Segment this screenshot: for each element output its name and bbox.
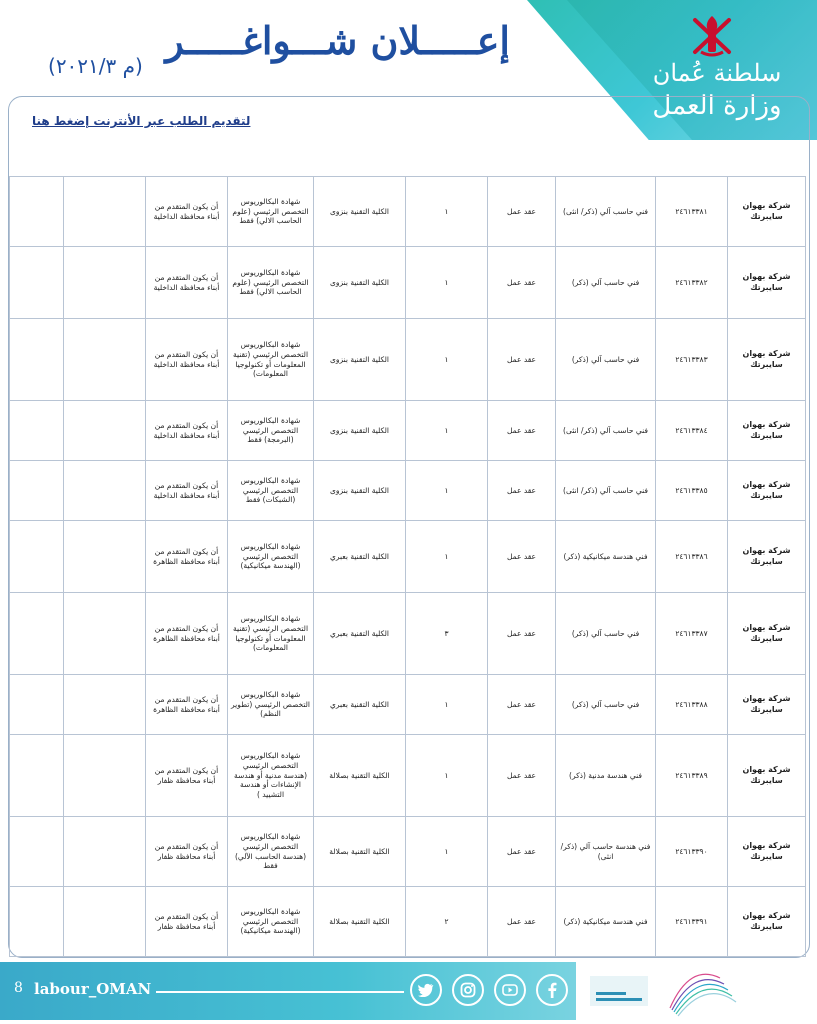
cell-location: الكلية التقنية بعبري (314, 521, 406, 593)
cell-condition: أن يكون المتقدم من أبناء محافظة الداخلية (146, 177, 228, 247)
cell-job: فني حاسب آلي (ذكر) (556, 675, 656, 735)
cell-code: ٢٤٦١٣٣٩٠ (656, 817, 728, 887)
cell-qualification: شهادة البكالوريوس التخصص الرئيسي (الهندسة ميكانيكية) (228, 521, 314, 593)
table-row (10, 817, 806, 887)
cell-company: شركة بهوان سايبرتك (728, 521, 806, 593)
announcement-date: (م ٢٠٢١/٣) (48, 54, 143, 78)
empty-cell (64, 177, 146, 247)
page-footer (0, 958, 817, 1024)
cell-location: الكلية التقنية بنزوى (314, 247, 406, 319)
cell-code: ٢٤٦١٣٣٩١ (656, 887, 728, 957)
table-row (10, 247, 806, 319)
cell-company: شركة بهوان سايبرتك (728, 593, 806, 675)
empty-cell (10, 593, 64, 675)
cell-job: فني هندسة حاسب آلي (ذكر/انثى) (556, 817, 656, 887)
cell-count: ١ (406, 521, 488, 593)
empty-cell (64, 593, 146, 675)
cell-location: الكلية التقنية بنزوى (314, 461, 406, 521)
cell-contract: عقد عمل (488, 817, 556, 887)
empty-cell (64, 675, 146, 735)
cell-contract: عقد عمل (488, 461, 556, 521)
cell-code: ٢٤٦١٣٣٨٧ (656, 593, 728, 675)
page-number: 8 (14, 980, 23, 996)
cell-count: ٣ (406, 593, 488, 675)
cell-qualification: شهادة البكالوريوس التخصص الرئيسي (هندسة الحاسب الآلي) فقط (228, 817, 314, 887)
cell-count: ١ (406, 735, 488, 817)
instagram-icon[interactable] (452, 974, 484, 1006)
cell-qualification: شهادة البكالوريوس التخصص الرئيسي (تطوير النظم) (228, 675, 314, 735)
cell-contract: عقد عمل (488, 593, 556, 675)
cell-condition: أن يكون المتقدم من أبناء محافظة الداخلية (146, 461, 228, 521)
cell-code: ٢٤٦١٣٣٨٦ (656, 521, 728, 593)
twitter-icon[interactable] (410, 974, 442, 1006)
cell-qualification: شهادة البكالوريوس التخصص الرئيسي (البرمجة) فقط (228, 401, 314, 461)
cell-job: فني حاسب آلي (ذكر) (556, 247, 656, 319)
cell-job: فني حاسب آلي (ذكر) (556, 319, 656, 401)
cell-code: ٢٤٦١٣٣٨١ (656, 177, 728, 247)
cell-job: فني هندسة ميكانيكية (ذكر) (556, 887, 656, 957)
cell-code: ٢٤٦١٣٣٨٢ (656, 247, 728, 319)
cell-company: شركة بهوان سايبرتك (728, 247, 806, 319)
table-row (10, 461, 806, 521)
footer-divider (156, 991, 404, 993)
cell-count: ١ (406, 817, 488, 887)
cell-qualification: شهادة البكالوريوس التخصص الرئيسي (هندسة مدنية أو هندسة الإنشاءات أو هندسة التشييد ) (228, 735, 314, 817)
cell-location: الكلية التقنية بنزوى (314, 177, 406, 247)
cell-company: شركة بهوان سايبرتك (728, 461, 806, 521)
cell-condition: أن يكون المتقدم من أبناء محافظة ظفار (146, 887, 228, 957)
cell-job: فني حاسب آلي (ذكر/ انثى) (556, 177, 656, 247)
cell-condition: أن يكون المتقدم من أبناء محافظة الداخلية (146, 247, 228, 319)
empty-cell (64, 521, 146, 593)
cell-job: فني حاسب آلي (ذكر/ انثى) (556, 461, 656, 521)
cell-location: الكلية التقنية بصلالة (314, 817, 406, 887)
cell-job: فني هندسة مدنية (ذكر) (556, 735, 656, 817)
cell-count: ٢ (406, 887, 488, 957)
empty-cell (10, 817, 64, 887)
cell-contract: عقد عمل (488, 675, 556, 735)
cell-contract: عقد عمل (488, 401, 556, 461)
cell-contract: عقد عمل (488, 735, 556, 817)
oman-emblem-icon (687, 12, 737, 60)
cell-condition: أن يكون المتقدم من أبناء محافظة الظاهرة (146, 593, 228, 675)
cell-location: الكلية التقنية بصلالة (314, 735, 406, 817)
cell-company: شركة بهوان سايبرتك (728, 401, 806, 461)
cell-company: شركة بهوان سايبرتك (728, 735, 806, 817)
cell-condition: أن يكون المتقدم من أبناء محافظة الظاهرة (146, 675, 228, 735)
empty-cell (10, 401, 64, 461)
cell-company: شركة بهوان سايبرتك (728, 319, 806, 401)
cell-code: ٢٤٦١٣٣٨٣ (656, 319, 728, 401)
cell-qualification: شهادة البكالوريوس التخصص الرئيسي (تقنية المعلومات أو تكنولوجيا المعلومات) (228, 319, 314, 401)
cell-code: ٢٤٦١٣٣٨٨ (656, 675, 728, 735)
empty-cell (64, 319, 146, 401)
facebook-icon[interactable] (536, 974, 568, 1006)
partner-logos-icon (590, 958, 810, 1024)
empty-cell (10, 735, 64, 817)
table-row (10, 521, 806, 593)
cell-qualification: شهادة البكالوريوس التخصص الرئيسي (تقنية المعلومات أو تكنولوجيا المعلومات) (228, 593, 314, 675)
cell-contract: عقد عمل (488, 319, 556, 401)
cell-contract: عقد عمل (488, 887, 556, 957)
cell-job: فني حاسب آلي (ذكر) (556, 593, 656, 675)
cell-qualification: شهادة البكالوريوس التخصص الرئيسي (علوم الحاسب الالي) فقط (228, 177, 314, 247)
cell-count: ١ (406, 401, 488, 461)
empty-cell (64, 817, 146, 887)
cell-location: الكلية التقنية بعبري (314, 593, 406, 675)
cell-code: ٢٤٦١٣٣٨٥ (656, 461, 728, 521)
empty-cell (10, 887, 64, 957)
empty-cell (10, 319, 64, 401)
table-row (10, 319, 806, 401)
cell-job: فني حاسب آلي (ذكر/ انثى) (556, 401, 656, 461)
cell-company: شركة بهوان سايبرتك (728, 887, 806, 957)
cell-condition: أن يكون المتقدم من أبناء محافظة الداخلية (146, 401, 228, 461)
cell-count: ١ (406, 319, 488, 401)
social-handle: labour_OMAN (34, 980, 152, 998)
cell-location: الكلية التقنية بنزوى (314, 401, 406, 461)
cell-condition: أن يكون المتقدم من أبناء محافظة الداخلية (146, 319, 228, 401)
empty-cell (64, 247, 146, 319)
cell-job: فني هندسة ميكانيكية (ذكر) (556, 521, 656, 593)
empty-cell (64, 401, 146, 461)
cell-contract: عقد عمل (488, 521, 556, 593)
cell-location: الكلية التقنية بعبري (314, 675, 406, 735)
cell-condition: أن يكون المتقدم من أبناء محافظة ظفار (146, 817, 228, 887)
ministry-line1: سلطنة عُمان (652, 59, 782, 87)
page-title: إعـــــلان شـــواغـــــر (165, 18, 510, 63)
youtube-icon[interactable] (494, 974, 526, 1006)
cell-company: شركة بهوان سايبرتك (728, 817, 806, 887)
cell-company: شركة بهوان سايبرتك (728, 675, 806, 735)
empty-cell (10, 521, 64, 593)
cell-contract: عقد عمل (488, 247, 556, 319)
cell-count: ١ (406, 247, 488, 319)
table-row (10, 593, 806, 675)
cell-company: شركة بهوان سايبرتك (728, 177, 806, 247)
table-row (10, 675, 806, 735)
empty-cell (10, 461, 64, 521)
cell-count: ١ (406, 177, 488, 247)
empty-cell (64, 461, 146, 521)
cell-count: ١ (406, 675, 488, 735)
table-row (10, 401, 806, 461)
table-row (10, 887, 806, 957)
cell-location: الكلية التقنية بنزوى (314, 319, 406, 401)
cell-code: ٢٤٦١٣٣٨٤ (656, 401, 728, 461)
cell-qualification: شهادة البكالوريوس التخصص الرئيسي (الشبكات) فقط (228, 461, 314, 521)
empty-cell (64, 735, 146, 817)
cell-qualification: شهادة البكالوريوس التخصص الرئيسي (الهندسة ميكانيكية) (228, 887, 314, 957)
empty-cell (10, 177, 64, 247)
cell-condition: أن يكون المتقدم من أبناء محافظة الظاهرة (146, 521, 228, 593)
table-row (10, 177, 806, 247)
cell-qualification: شهادة البكالوريوس التخصص الرئيسي (علوم الحاسب الالي) فقط (228, 247, 314, 319)
cell-code: ٢٤٦١٣٣٨٩ (656, 735, 728, 817)
empty-cell (64, 887, 146, 957)
cell-condition: أن يكون المتقدم من أبناء محافظة ظفار (146, 735, 228, 817)
vacancies-table (9, 176, 806, 957)
empty-cell (10, 675, 64, 735)
online-apply-link[interactable]: لتقديم الطلب عبر الأنترنت إضغط هنا (32, 114, 251, 128)
table-row (10, 735, 806, 817)
cell-count: ١ (406, 461, 488, 521)
empty-cell (10, 247, 64, 319)
ministry-line2: وزارة العمل (652, 91, 782, 122)
cell-contract: عقد عمل (488, 177, 556, 247)
cell-location: الكلية التقنية بصلالة (314, 887, 406, 957)
